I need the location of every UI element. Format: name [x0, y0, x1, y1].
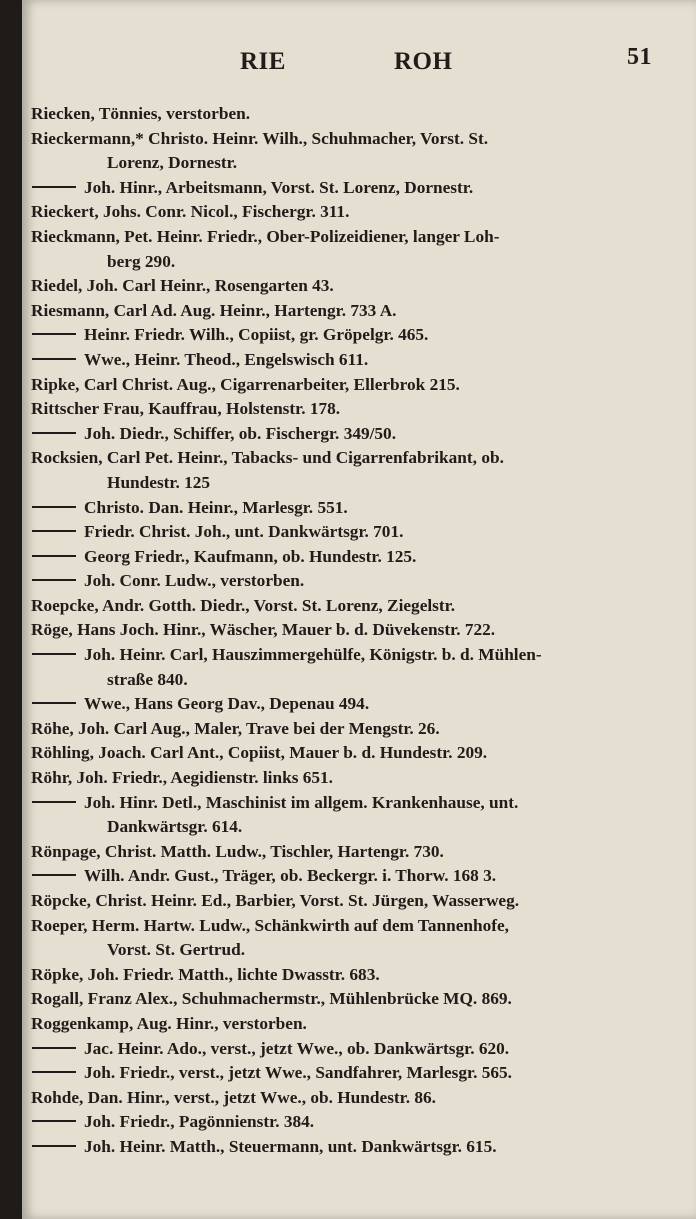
header-left-catchword: RIE: [240, 48, 286, 75]
entry-text: Rieckert, Johs. Conr. Nicol., Fischergr. 311.: [31, 202, 350, 222]
entry-text: berg 290.: [107, 251, 176, 271]
sub-entry-line: [22, 1110, 696, 1135]
ditto-dash: [32, 653, 76, 655]
entry-text: Christo. Dan. Heinr., Marlesgr. 551.: [84, 497, 348, 517]
sub-entry-line: [22, 520, 696, 545]
ditto-dash: [32, 874, 76, 876]
entry-line: [22, 102, 696, 127]
entry-line: [22, 963, 696, 988]
running-header: [22, 44, 696, 78]
ditto-dash: [32, 186, 76, 188]
entry-line: [22, 373, 696, 398]
entry-text: Röhling, Joach. Carl Ant., Copiist, Mauer b. d. Hundestr. 209.: [31, 743, 488, 763]
sub-entry-line: [22, 791, 696, 816]
entry-text: Joh. Hinr., Arbeitsmann, Vorst. St. Lorenz, Dornestr.: [84, 177, 474, 197]
entry-line: [22, 889, 696, 914]
entry-text: Riedel, Joh. Carl Heinr., Rosengarten 43.: [31, 276, 334, 296]
entry-text: Joh. Friedr., verst., jetzt Wwe., Sandfahrer, Marlesgr. 565.: [84, 1063, 512, 1083]
entry-text: Rieckmann, Pet. Heinr. Friedr., Ober-Polizeidiener, langer Loh-: [31, 226, 500, 246]
entry-text: Jac. Heinr. Ado., verst., jetzt Wwe., ob. Dankwärtsgr. 620.: [84, 1038, 510, 1058]
ditto-dash: [32, 530, 76, 532]
entry-text: Lorenz, Dornestr.: [107, 153, 238, 173]
entry-text: Rogall, Franz Alex., Schuhmachermstr., Mühlenbrücke MQ. 869.: [31, 989, 512, 1009]
entry-text: Friedr. Christ. Joh., unt. Dankwärtsgr. 701.: [84, 522, 404, 542]
ditto-dash: [32, 506, 76, 508]
sub-entry-line: [22, 1135, 696, 1160]
entry-continuation-line: [22, 151, 696, 176]
entry-text: Röhe, Joh. Carl Aug., Maler, Trave bei der Mengstr. 26.: [31, 718, 440, 738]
entry-line: [22, 446, 696, 471]
sub-entry-line: [22, 1061, 696, 1086]
sub-entry-line: [22, 496, 696, 521]
ditto-dash: [32, 579, 76, 581]
ditto-dash: [32, 555, 76, 557]
entry-text: Röge, Hans Joch. Hinr., Wäscher, Mauer b. d. Düvekenstr. 722.: [31, 620, 496, 640]
entry-line: [22, 717, 696, 742]
sub-entry-line: [22, 692, 696, 717]
entry-continuation-line: [22, 471, 696, 496]
entry-text: Georg Friedr., Kaufmann, ob. Hundestr. 125.: [84, 546, 417, 566]
entry-line: [22, 914, 696, 939]
entry-text: Heinr. Friedr. Wilh., Copiist, gr. Gröpelgr. 465.: [84, 325, 429, 345]
entry-text: Joh. Heinr. Carl, Hauszimmergehülfe, Königstr. b. d. Mühlen-: [84, 645, 542, 665]
sub-entry-line: [22, 864, 696, 889]
sub-entry-line: [22, 569, 696, 594]
sub-entry-line: [22, 348, 696, 373]
entry-text: Rieckermann,* Christo. Heinr. Wilh., Schuhmacher, Vorst. St.: [31, 128, 489, 148]
sub-entry-line: [22, 323, 696, 348]
entry-continuation-line: [22, 815, 696, 840]
entry-text: Rocksien, Carl Pet. Heinr., Tabacks- und Cigarrenfabrikant, ob.: [31, 448, 504, 468]
entry-text: Joh. Diedr., Schiffer, ob. Fischergr. 349/50.: [84, 423, 397, 443]
ditto-dash: [32, 358, 76, 360]
sub-entry-line: [22, 422, 696, 447]
entry-text: Riesmann, Carl Ad. Aug. Heinr., Hartengr. 733 A.: [31, 300, 397, 320]
header-right-catchword: ROH: [394, 48, 453, 75]
ditto-dash: [32, 432, 76, 434]
entry-line: [22, 618, 696, 643]
entry-text: Joh. Heinr. Matth., Steuermann, unt. Dankwärtsgr. 615.: [84, 1136, 497, 1156]
entry-text: Hundestr. 125: [107, 472, 211, 492]
entry-text: Dankwärtsgr. 614.: [107, 817, 243, 837]
ditto-dash: [32, 702, 76, 704]
book-page: [22, 0, 696, 1219]
ditto-dash: [32, 333, 76, 335]
entry-text: Joh. Conr. Ludw., verstorben.: [84, 571, 305, 591]
entry-line: [22, 200, 696, 225]
ditto-dash: [32, 1120, 76, 1122]
entry-line: [22, 741, 696, 766]
entry-line: [22, 299, 696, 324]
entry-text: Rittscher Frau, Kauffrau, Holstenstr. 178.: [31, 399, 341, 419]
entry-line: [22, 987, 696, 1012]
entry-text: Röhr, Joh. Friedr., Aegidienstr. links 651.: [31, 768, 333, 788]
page-number: 51: [627, 44, 652, 70]
entry-line: [22, 1086, 696, 1111]
ditto-dash: [32, 1145, 76, 1147]
entry-text: Wilh. Andr. Gust., Träger, ob. Beckergr. i. Thorw. 168 3.: [84, 866, 497, 886]
sub-entry-line: [22, 176, 696, 201]
entry-text: Wwe., Heinr. Theod., Engelswisch 611.: [84, 349, 369, 369]
entry-text: Vorst. St. Gertrud.: [107, 940, 246, 960]
ditto-dash: [32, 1071, 76, 1073]
entry-text: Joh. Friedr., Pagönnienstr. 384.: [84, 1112, 315, 1132]
entry-text: Riecken, Tönnies, verstorben.: [31, 104, 251, 123]
entry-line: [22, 127, 696, 152]
sub-entry-line: [22, 1037, 696, 1062]
sub-entry-line: [22, 545, 696, 570]
entry-text: Rönpage, Christ. Matth. Ludw., Tischler, Hartengr. 730.: [31, 841, 444, 861]
entry-line: [22, 594, 696, 619]
entry-line: [22, 397, 696, 422]
directory-entries: [22, 102, 696, 1160]
entry-line: [22, 766, 696, 791]
entry-text: Roggenkamp, Aug. Hinr., verstorben.: [31, 1013, 307, 1033]
entry-text: Roepcke, Andr. Gotth. Diedr., Vorst. St. Lorenz, Ziegelstr.: [31, 595, 456, 615]
entry-line: [22, 1012, 696, 1037]
entry-line: [22, 840, 696, 865]
entry-text: Röpcke, Christ. Heinr. Ed., Barbier, Vorst. St. Jürgen, Wasserweg.: [31, 891, 520, 910]
entry-text: Rohde, Dan. Hinr., verst., jetzt Wwe., ob. Hundestr. 86.: [31, 1087, 436, 1107]
entry-text: Joh. Hinr. Detl., Maschinist im allgem. Krankenhause, unt.: [84, 792, 519, 812]
entry-text: Röpke, Joh. Friedr. Matth., lichte Dwasstr. 683.: [31, 964, 380, 984]
entry-text: Ripke, Carl Christ. Aug., Cigarrenarbeiter, Ellerbrok 215.: [31, 374, 460, 394]
entry-continuation-line: [22, 938, 696, 963]
sub-entry-line: [22, 643, 696, 668]
ditto-dash: [32, 801, 76, 803]
entry-continuation-line: [22, 250, 696, 275]
entry-line: [22, 274, 696, 299]
entry-continuation-line: [22, 668, 696, 693]
entry-text: straße 840.: [107, 669, 188, 689]
entry-line: [22, 225, 696, 250]
ditto-dash: [32, 1047, 76, 1049]
entry-text: Roeper, Herm. Hartw. Ludw., Schänkwirth auf dem Tannenhofe,: [31, 915, 510, 935]
entry-text: Wwe., Hans Georg Dav., Depenau 494.: [84, 694, 370, 714]
